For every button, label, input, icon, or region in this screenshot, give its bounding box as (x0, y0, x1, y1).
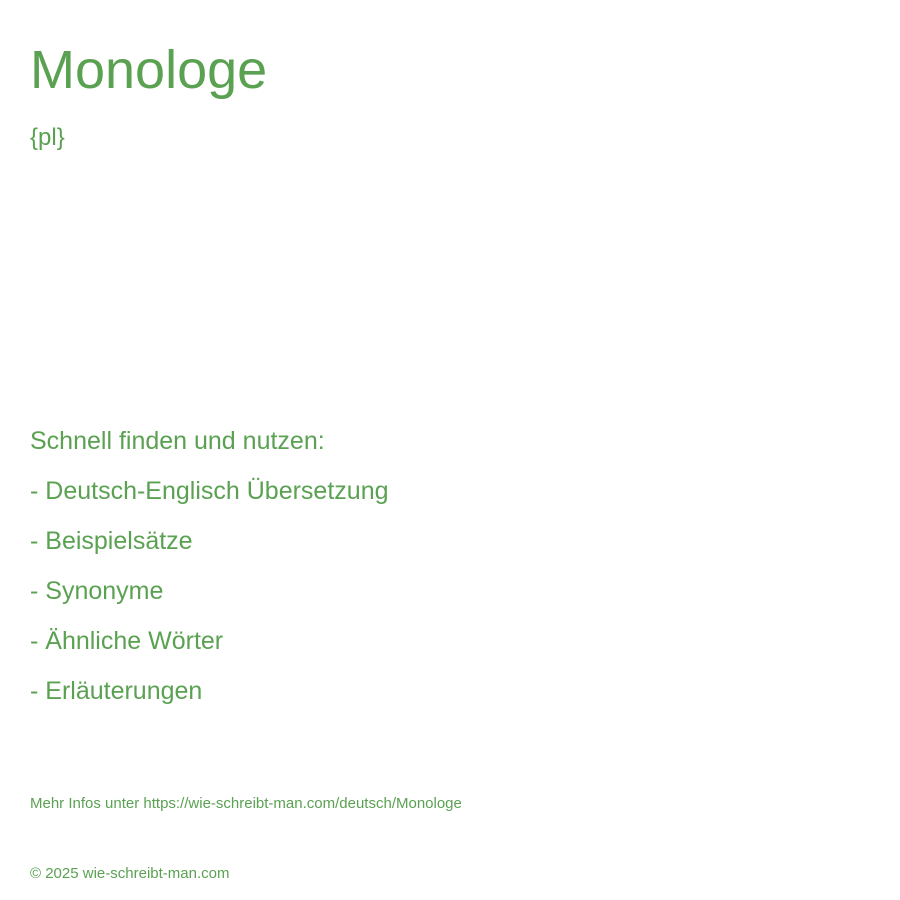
part-of-speech-tag: {pl} (30, 124, 65, 151)
more-info-prefix: Mehr Infos unter (30, 795, 140, 812)
feature-item-synonyms: - Synonyme (30, 577, 164, 605)
features-section (30, 424, 389, 724)
feature-item-similar-words: - Ähnliche Wörter (30, 627, 224, 655)
more-info-link[interactable]: https://wie-schreibt-man.com/deutsch/Monologe (143, 795, 462, 812)
feature-list (30, 474, 389, 724)
feature-item-example-sentences: - Beispielsätze (30, 527, 193, 555)
feature-item-translation: - Deutsch-Englisch Übersetzung (30, 477, 389, 505)
copyright-notice: © 2025 wie-schreibt-man.com (30, 865, 230, 882)
features-heading: Schnell finden und nutzen: (30, 427, 325, 455)
feature-item-explanations: - Erläuterungen (30, 677, 203, 705)
page-title: Monologe (30, 40, 268, 100)
more-info-line (30, 795, 462, 813)
